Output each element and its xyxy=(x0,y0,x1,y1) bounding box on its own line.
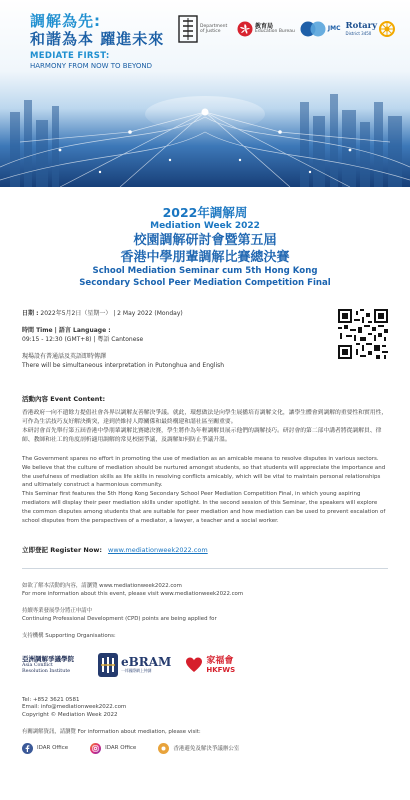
city-network-illustration xyxy=(0,72,410,187)
facebook-icon xyxy=(22,743,33,754)
event-title-en-2: Secondary School Peer Mediation Competition Final xyxy=(79,277,331,288)
edb-label-en: Education Bureau xyxy=(255,29,295,34)
section-divider xyxy=(22,568,388,569)
event-title-zh-1: 校園調解研討會暨第五屆 xyxy=(133,233,277,248)
registration-qr-code[interactable] xyxy=(338,309,388,359)
time-value: 09:15 - 12:30 (GMT+8) | 粵語 Cantonese xyxy=(22,336,144,343)
contact-info xyxy=(22,697,388,720)
interpretation-zh: 現場設有普通話及英語即時傳譯 xyxy=(22,353,107,360)
footer-link-label: IDAR Office xyxy=(105,745,137,752)
slogan-en-line2: HARMONY FROM NOW TO BEYOND xyxy=(30,62,153,70)
content-zh-paragraph-1: 香港政府一向不遺餘力提倡社會各界以調解友善解決爭議。就此，環想做法是向學生展播培育調解文化，讓學生體會到調解的重要性和實用性，可作為生活技巧友好解決衝突，達到於維持人際關係和最終構建和諧社區至關重要。 xyxy=(22,410,388,425)
footer-link-label: 香港避免及解決爭議辦公室 xyxy=(173,746,240,753)
content-zh-paragraph-2: 本研討會首先舉行第五屆香港中學朋輩調解比賽總決賽，學生將作為年輕調解員展示他們的調解技巧。研討會的第二部中講者將從調解員、律師、教師和社工的角度剖析適用調解的常見校園爭議，及調解如何防止爭議升溫。 xyxy=(22,428,382,443)
doj-label: Department of Justice xyxy=(200,23,228,34)
slogan-zh-line1: 調解為先: xyxy=(30,12,101,30)
doj-logo xyxy=(178,15,232,43)
hkfws-name-en: HKFWS xyxy=(206,665,236,674)
contact-tel: Tel: +852 3621 0581 xyxy=(22,696,80,703)
event-title-zh-2: 香港中學朋輩調解比賽總決賽 xyxy=(120,250,290,265)
ebram-emblem-icon xyxy=(98,653,118,677)
rotary-logo xyxy=(346,21,396,37)
date-value: 2022年5月2日（星期一） | 2 May 2022 (Monday) xyxy=(40,310,183,317)
doj-emblem-icon xyxy=(178,15,198,43)
acri-name-zh: 亞洲調解爭議學院 xyxy=(22,654,74,663)
time-label: 時間 Time | 語言 Language : xyxy=(22,327,111,334)
hero-banner xyxy=(0,0,410,187)
edb-label-zh: 教育局 xyxy=(255,22,274,30)
jmc-label: JMC xyxy=(327,25,341,33)
footer-link-instagram[interactable] xyxy=(90,743,136,754)
bauhinia-icon xyxy=(237,21,253,37)
date-line xyxy=(22,309,388,318)
instagram-icon xyxy=(90,743,101,754)
acri-name-en-1: Asia Conflict xyxy=(22,662,53,668)
content-title: 活動內容 Event Content: xyxy=(22,395,106,403)
organiser-logos xyxy=(178,12,402,46)
footer-link-facebook[interactable] xyxy=(22,743,68,754)
rotary-district: District 3450 xyxy=(345,31,372,36)
date-label: 日期 : xyxy=(22,310,39,317)
footer-link-label: IDAR Office xyxy=(37,745,69,752)
footer-label: 有關調解資訊，請瀏覽 For information about mediation, please visit: xyxy=(22,729,201,736)
more-info-en: For more information about this event, please visit www.mediationweek2022.com xyxy=(22,590,244,597)
event-year-en: Mediation Week 2022 xyxy=(150,221,260,231)
more-info xyxy=(22,583,388,598)
cpd-zh: 持續專業發展學分將正申請中 xyxy=(22,608,93,615)
edb-logo xyxy=(237,21,295,37)
register-link[interactable]: www.mediationweek2022.com xyxy=(108,546,208,555)
event-year-zh: 2022年調解周 xyxy=(162,205,248,220)
ebram-sub: 一邦國際網上仲調 xyxy=(121,667,152,673)
cpd-info xyxy=(22,608,388,623)
event-content xyxy=(22,394,388,525)
event-title-en-1: School Mediation Seminar cum 5th Hong Kong xyxy=(92,266,318,276)
cpd-en: Continuing Professional Development (CPD) points are being applied for xyxy=(22,615,217,622)
content-en-paragraph-2: This Seminar first features the 5th Hong Kong Secondary School Peer Mediation Competition Final, in which young aspiring mediators will display their peer mediation skills under spotlight. In the second session of this Seminar, the speakers will explore the common disputes among students that are suitable for peer mediation and how mediation can be used to prevent escalation of school disputes from the perspectives of a mediator, a lawyer, a teacher and a social worker. xyxy=(22,491,386,524)
ebram-name: eBRAM xyxy=(121,654,172,669)
jmc-emblem-icon xyxy=(300,19,326,39)
copyright: Copyright © Mediation Week 2022 xyxy=(22,711,118,718)
jmc-logo xyxy=(300,19,341,39)
rotary-label: Rotary xyxy=(345,21,378,31)
hkfws-name-zh: 家福會 xyxy=(206,655,234,666)
footer-link-website[interactable] xyxy=(158,743,239,754)
slogan-zh-line2: 和諧為本 躍進未來 xyxy=(30,30,165,48)
content-en-paragraph-1: The Government spares no effort in promoting the use of mediation as an amicable means to resolve disputes in various sectors. We believe that the culture of mediation should be nurtured amongst students, so that students will appreciate the importance and the usefulness of mediation skills as life skills in resolving conflicts amicably, which will be vital to maintain personal relationships and ultimately construct a harmonious community. xyxy=(22,456,386,489)
register-label: 立即登記 Register Now: xyxy=(22,546,102,555)
supporting-logos xyxy=(22,649,388,681)
acri-name-en-2: Resolution Institute xyxy=(22,668,71,674)
interpretation-en: There will be simultaneous interpretation in Putonghua and English xyxy=(22,362,225,369)
event-info xyxy=(22,309,388,394)
rotary-wheel-icon xyxy=(379,21,395,37)
contact-email[interactable]: Email: info@mediationweek2022.com xyxy=(22,704,127,711)
acri-logo xyxy=(22,655,84,675)
slogan-en-line1: MEDIATE FIRST: xyxy=(30,51,110,61)
event-heading xyxy=(0,187,410,289)
hkfws-heart-icon xyxy=(185,656,203,674)
supporting-label: 支持機構 Supporting Organisations: xyxy=(22,633,116,640)
ebram-logo xyxy=(98,653,171,677)
website-emblem-icon xyxy=(158,743,169,754)
footer-links xyxy=(22,743,388,754)
hero-slogan xyxy=(30,12,180,70)
hkfws-logo xyxy=(185,656,235,674)
register-row xyxy=(22,545,388,554)
more-info-zh: 如欲了解本活動的內容，請瀏覽 www.mediationweek2022.com xyxy=(22,583,182,590)
